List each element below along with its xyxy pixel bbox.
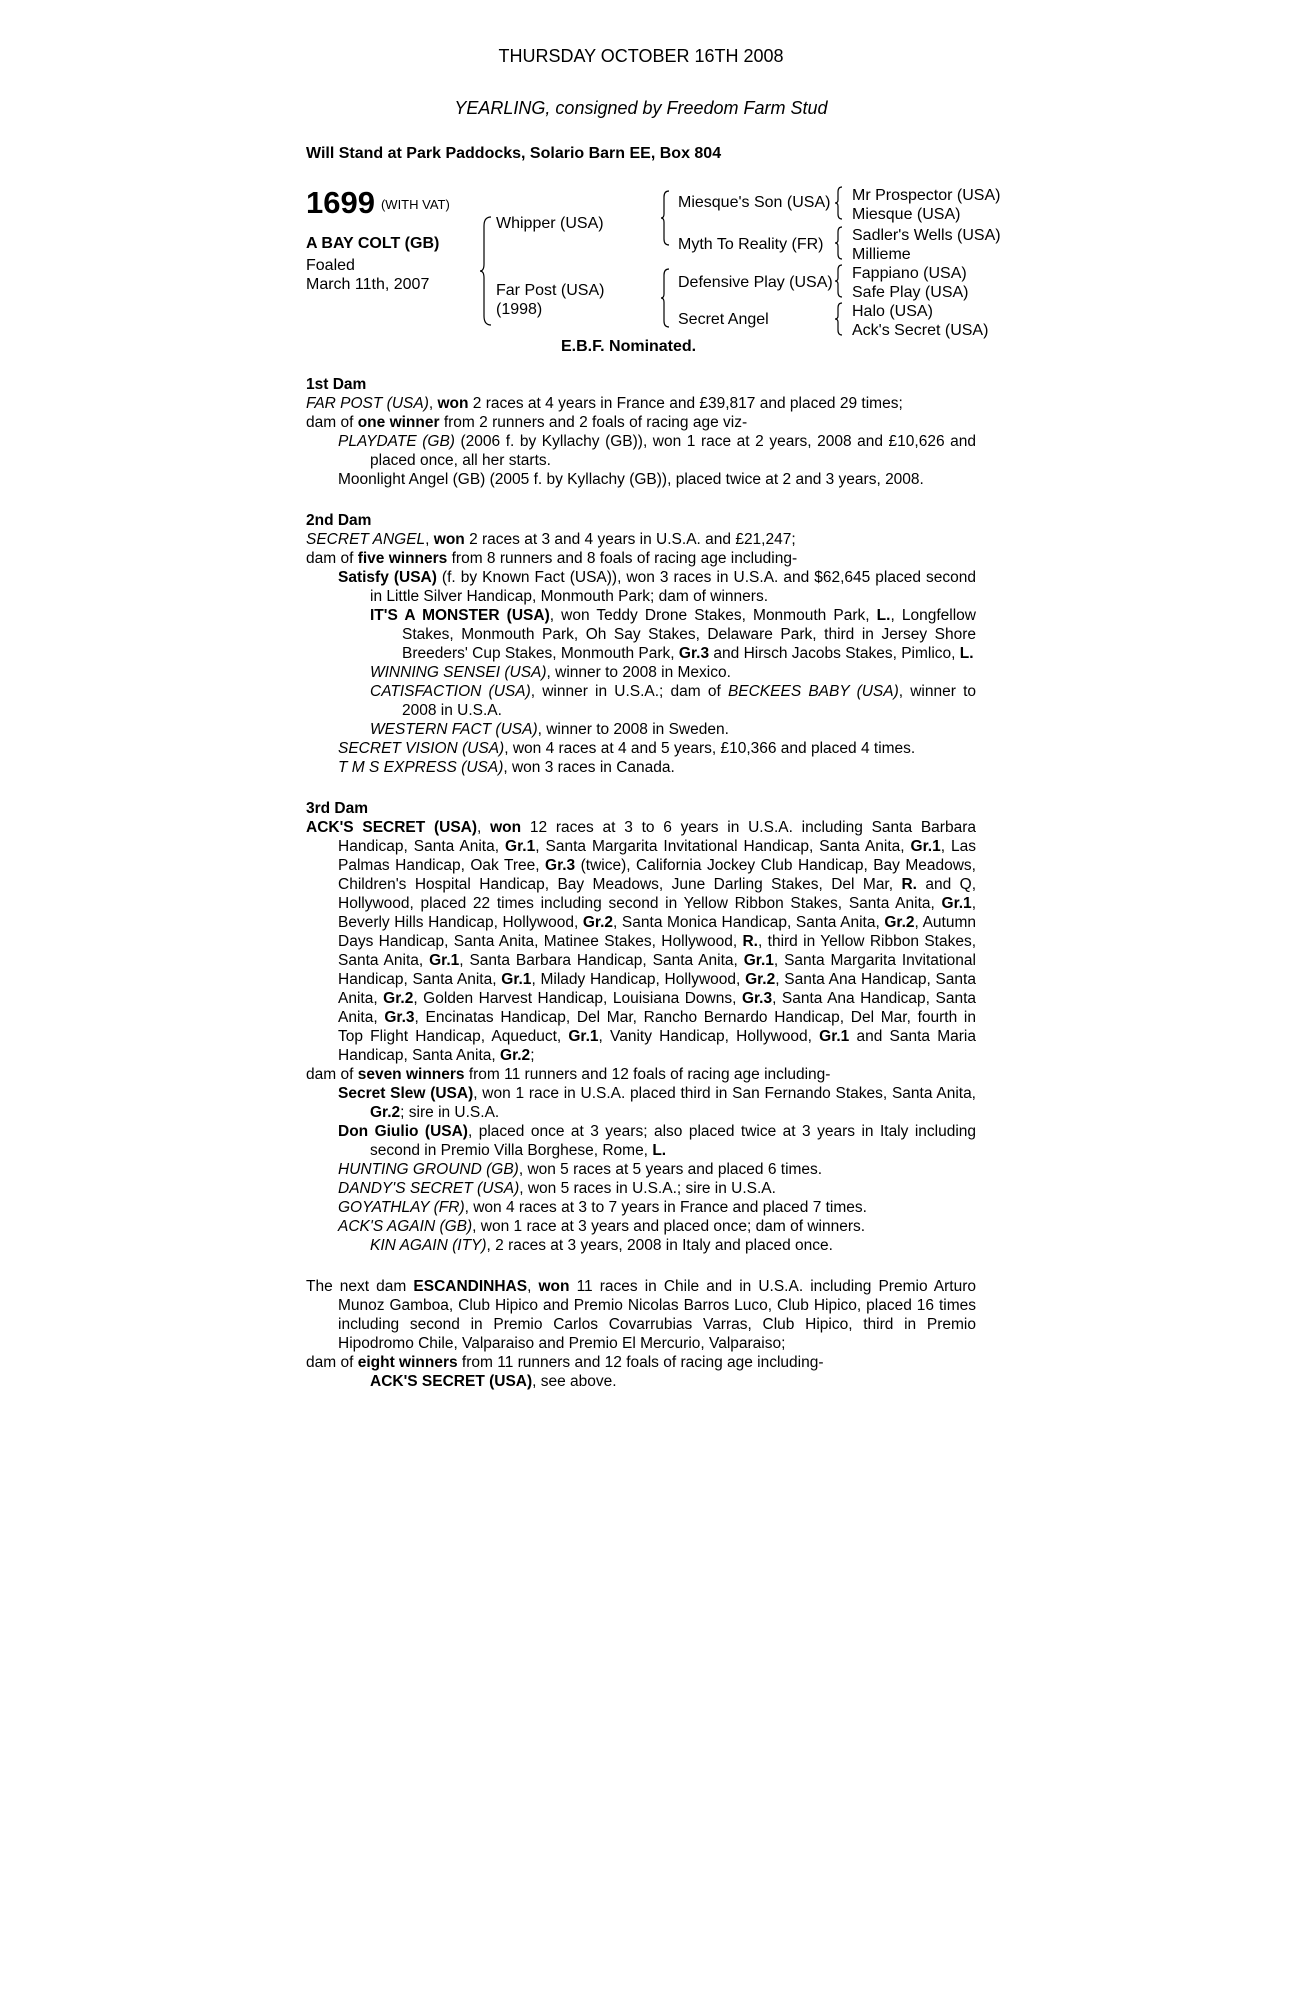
pedigree-dam: Far Post (USA) xyxy=(496,282,605,299)
lot-title: A BAY COLT (GB) xyxy=(306,235,440,252)
pedigree-brace-sd xyxy=(834,226,843,260)
stand-location: Will Stand at Park Paddocks, Solario Barn EE, Box 804 xyxy=(306,145,722,162)
pedigree-brace-ss xyxy=(834,186,843,220)
third-dam-kin-again: KIN AGAIN (ITY), 2 races at 3 years, 2008 in Italy and placed once. xyxy=(370,1237,833,1254)
foaled-date: March 11th, 2007 xyxy=(306,276,430,293)
third-dam-record: ACK'S SECRET (USA), won 12 races at 3 to 6 years in U.S.A. including Santa Barbara Handicap, Santa Anita, Gr.1, Santa Margarita Invitational Handicap, Santa Anita, Gr.1, Las Palmas Handicap, Oak Tree, Gr.3 (twice), California Jockey Club Handicap, Bay Meadows, Children's Hospital Handicap, Bay Meadows, June Darling Stakes, Del Mar, R. and Q, Hollywood, placed 22 times including second in Yellow Ribbon Stakes, Santa Anita, Gr.1, Beverly Hills Handicap, Hollywood, Gr.2, Santa Monica Handicap, Santa Anita, Gr.2, Autumn Days Handicap, Santa Anita, Matinee Stakes, Hollywood, R., third in Yellow Ribbon Stakes, Santa Anita, Gr.1, Santa Barbara Handicap, Santa Anita, Gr.1, Santa Margarita Invitational Handicap, Santa Anita, Gr.1, Milady Handicap, Hollywood, Gr.2, Santa Ana Handicap, Santa Anita, Gr.2, Golden Harvest Handicap, Louisiana Downs, Gr.3, Santa Ana Handicap, Santa Anita, Gr.3, Encinatas Handicap, Del Mar, Rancho Bernardo Handicap, Del Mar, fourth in Top Flight Handicap, Aqueduct, Gr.1, Vanity Handicap, Hollywood, Gr.1 and Santa Maria Handicap, Santa Anita, Gr.2; xyxy=(306,819,977,1064)
next-dam-produce: dam of eight winners from 11 runners and 12 foals of racing age including- xyxy=(306,1354,824,1371)
pedigree-brace-ds xyxy=(834,264,843,298)
pedigree-sss: Mr Prospector (USA) xyxy=(852,187,1001,204)
next-dam-record: The next dam ESCANDINHAS, won 11 races in Chile and in U.S.A. including Premio Arturo Munoz Gamboa, Club Hipico and Premio Nicolas Barros Luco, Club Hipico, placed 16 times including second in Premio Carlos Covarrubias Varras, Club Hipico, third in Premio Hipodromo Chile, Valparaiso and Premio El Mercurio, Valparaiso; xyxy=(306,1278,976,1352)
third-dam-slew: Secret Slew (USA), won 1 race in U.S.A. placed third in San Fernando Stakes, Santa Anita, Gr.2; sire in U.S.A. xyxy=(338,1085,976,1121)
pedigree-dam-sire: Defensive Play (USA) xyxy=(678,274,833,291)
third-dam-goyathlay: GOYATHLAY (FR), won 4 races at 3 to 7 years in France and placed 7 times. xyxy=(338,1199,867,1216)
pedigree-brace-dd xyxy=(834,302,843,336)
third-dam-heading: 3rd Dam xyxy=(306,800,369,817)
second-dam-satisfy: Satisfy (USA) (f. by Known Fact (USA)), won 3 races in U.S.A. and $62,645 placed second in Little Silver Handicap, Monmouth Park; dam of winners. xyxy=(338,569,976,605)
pedigree-brace-main xyxy=(480,216,492,326)
third-dam-produce: dam of seven winners from 11 runners and 12 foals of racing age including- xyxy=(306,1066,831,1083)
second-dam-heading: 2nd Dam xyxy=(306,512,372,529)
pedigree-sire-sire: Miesque's Son (USA) xyxy=(678,194,831,211)
first-dam-heading: 1st Dam xyxy=(306,376,367,393)
pedigree-brace-sire xyxy=(660,190,670,246)
pedigree-ssd: Miesque (USA) xyxy=(852,206,961,223)
pedigree-ddd: Ack's Secret (USA) xyxy=(852,322,989,339)
second-dam-vision: SECRET VISION (USA), won 4 races at 4 and 5 years, £10,366 and placed 4 times. xyxy=(338,740,916,757)
third-dam-giulio: Don Giulio (USA), placed once at 3 years; also placed twice at 3 years in Italy including second in Premio Villa Borghese, Rome, L. xyxy=(338,1123,976,1159)
first-dam-runner-2: Moonlight Angel (GB) (2005 f. by Kyllachy (GB)), placed twice at 2 and 3 years, 2008. xyxy=(338,471,924,488)
lot-number xyxy=(306,187,450,221)
lot-number-value: 1699 xyxy=(306,185,375,220)
pedigree-sire: Whipper (USA) xyxy=(496,215,604,232)
consignor-line: YEARLING, consigned by Freedom Farm Stud xyxy=(454,98,828,118)
catalogue-body xyxy=(306,375,976,1391)
second-dam-western: WESTERN FACT (USA), winner to 2008 in Sweden. xyxy=(370,721,729,738)
second-dam-sensei: WINNING SENSEI (USA), winner to 2008 in Mexico. xyxy=(370,664,731,681)
pedigree-brace-dam xyxy=(660,268,670,328)
pedigree-sdd: Millieme xyxy=(852,246,911,263)
ebf-nominated: E.B.F. Nominated. xyxy=(561,338,697,355)
first-dam-record: FAR POST (USA), won 2 races at 4 years in France and £39,817 and placed 29 times; xyxy=(306,395,903,412)
foaled-info xyxy=(306,256,429,294)
third-dam-hunting: HUNTING GROUND (GB), won 5 races at 5 years and placed 6 times. xyxy=(338,1161,823,1178)
second-dam-catisfaction: CATISFACTION (USA), winner in U.S.A.; dam of BECKEES BABY (USA), winner to 2008 in U.S.A. xyxy=(370,683,976,719)
second-dam-tms: T M S EXPRESS (USA), won 3 races in Canada. xyxy=(338,759,675,776)
third-dam-dandy: DANDY'S SECRET (USA), won 5 races in U.S.A.; sire in U.S.A. xyxy=(338,1180,776,1197)
pedigree-dsd: Safe Play (USA) xyxy=(852,284,969,301)
pedigree-dds: Halo (USA) xyxy=(852,303,933,320)
pedigree-dam-year: (1998) xyxy=(496,301,543,318)
third-dam-acks-again: ACK'S AGAIN (GB), won 1 race at 3 years and placed once; dam of winners. xyxy=(338,1218,866,1235)
pedigree-sire-dam: Myth To Reality (FR) xyxy=(678,236,824,253)
foaled-label: Foaled xyxy=(306,257,355,274)
second-dam-produce: dam of five winners from 8 runners and 8 foals of racing age including- xyxy=(306,550,798,567)
first-dam-produce: dam of one winner from 2 runners and 2 foals of racing age viz- xyxy=(306,414,748,431)
second-dam-record: SECRET ANGEL, won 2 races at 3 and 4 years in U.S.A. and £21,247; xyxy=(306,531,796,548)
next-dam-acks-secret: ACK'S SECRET (USA), see above. xyxy=(370,1373,617,1390)
first-dam-runner-1: PLAYDATE (GB) (2006 f. by Kyllachy (GB)), won 1 race at 2 years, 2008 and £10,626 and placed once, all her starts. xyxy=(338,433,976,469)
pedigree-dam-dam: Secret Angel xyxy=(678,311,769,328)
pedigree-sds: Sadler's Wells (USA) xyxy=(852,227,1001,244)
pedigree-dss: Fappiano (USA) xyxy=(852,265,967,282)
second-dam-monster: IT'S A MONSTER (USA), won Teddy Drone Stakes, Monmouth Park, L., Longfellow Stakes, Monmouth Park, Oh Say Stakes, Delaware Park, third in Jersey Shore Breeders' Cup Stakes, Monmouth Park, Gr.3 and Hirsch Jacobs Stakes, Pimlico, L. xyxy=(370,607,976,662)
vat-note: (WITH VAT) xyxy=(380,196,450,212)
sale-date: THURSDAY OCTOBER 16TH 2008 xyxy=(498,46,784,66)
